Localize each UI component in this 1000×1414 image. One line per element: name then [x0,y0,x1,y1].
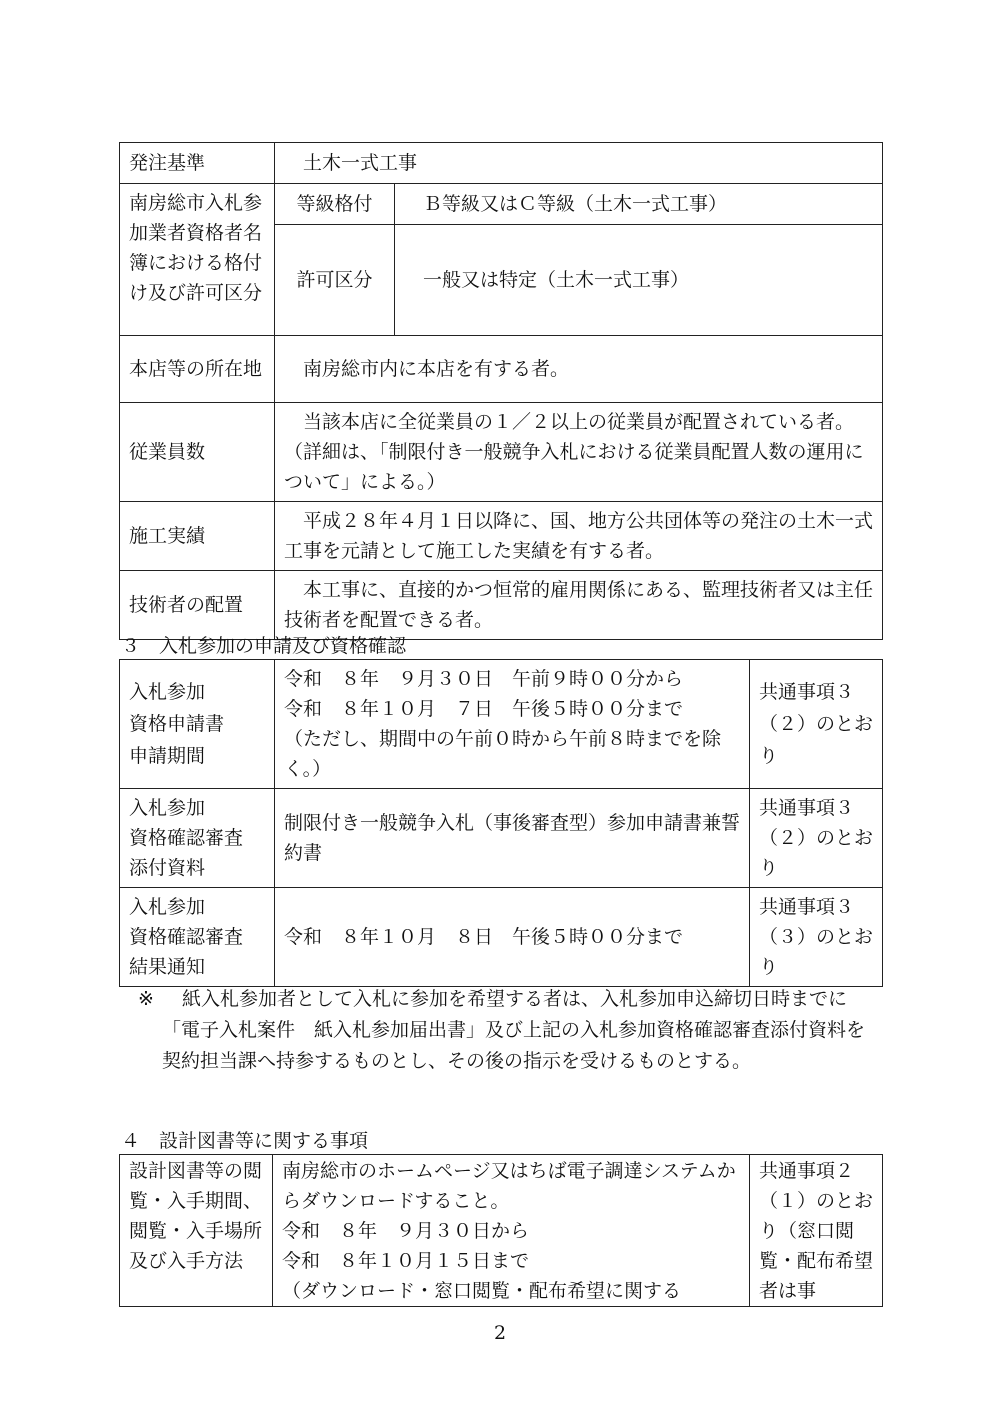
attachment-value: 制限付き一般競争入札（事後審査型）参加申請書兼誓約書 [275,789,750,888]
attachment-note: 共通事項３（２）のとおり [750,789,883,888]
page-number: 2 [493,1322,507,1344]
application-period-note: 共通事項３（２）のとおり [750,660,883,789]
design-docs-value: 南房総市のホームページ又はちば電子調達システムからダウンロードすること。 令和 ８年 ９月３０日から 令和 ８年１０月１５日まで （ダウンロード・窓口閲覧・配布希望に関する [273,1155,750,1307]
order-standard-value: 土木一式工事 [275,143,883,184]
remark-mark: ※ [138,988,154,1010]
construction-record-value: 平成２８年４月１日以降に、国、地方公共団体等の発注の土木一式工事を元請として施工した実績を有する者。 [275,502,883,571]
section4-heading: ４ 設計図書等に関する事項 [121,1130,369,1152]
location-label: 本店等の所在地 [120,336,275,403]
rating-label: 南房総市入札参加業者資格者名簿における格付け及び許可区分 [120,184,275,336]
result-notice-note: 共通事項３（３）のとおり [750,888,883,987]
construction-record-label: 施工実績 [120,502,275,571]
engineer-label: 技術者の配置 [120,571,275,640]
qualification-table [119,142,883,640]
engineer-value: 本工事に、直接的かつ恒常的雇用関係にある、監理技術者又は主任技術者を配置できる者。 [275,571,883,640]
permit-label: 許可区分 [275,225,395,336]
result-notice-label: 入札参加 資格確認審査 結果通知 [120,888,275,987]
order-standard-label: 発注基準 [120,143,275,184]
application-period-label: 入札参加 資格申請書 申請期間 [120,660,275,789]
paper-bid-remark [138,984,883,1077]
application-period-value: 令和 ８年 ９月３０日 午前９時００分から 令和 ８年１０月 ７日 午後５時００分まで （ただし、期間中の午前０時から午前８時までを除く。） [275,660,750,789]
design-docs-label: 設計図書等の閲覧・入手期間、閲覧・入手場所及び入手方法 [120,1155,273,1307]
design-docs-table [119,1154,883,1307]
attachment-label: 入札参加 資格確認審査 添付資料 [120,789,275,888]
employees-label: 従業員数 [120,403,275,502]
grade-label: 等級格付 [275,184,395,225]
location-value: 南房総市内に本店を有する者。 [275,336,883,403]
permit-value: 一般又は特定（土木一式工事） [395,225,883,336]
employees-value: 当該本店に全従業員の１／２以上の従業員が配置されている者。（詳細は、「制限付き一般競争入札における従業員配置人数の運用について」による。） [275,403,883,502]
grade-value: Ｂ等級又はＣ等級（土木一式工事） [395,184,883,225]
result-notice-value: 令和 ８年１０月 ８日 午後５時００分まで [275,888,750,987]
section3-heading: ３ 入札参加の申請及び資格確認 [121,635,407,657]
design-docs-note: 共通事項２（１）のとおり（窓口閲覧・配布希望者は事 [750,1155,883,1307]
application-table [119,659,883,987]
remark-text: 紙入札参加者として入札に参加を希望する者は、入札参加申込締切日時までに「電子入札案件 紙入札参加届出書」及び上記の入札参加資格確認審査添付資料を契約担当課へ持参するものとし、その後の指示を受けるものとする。 [162,988,866,1072]
